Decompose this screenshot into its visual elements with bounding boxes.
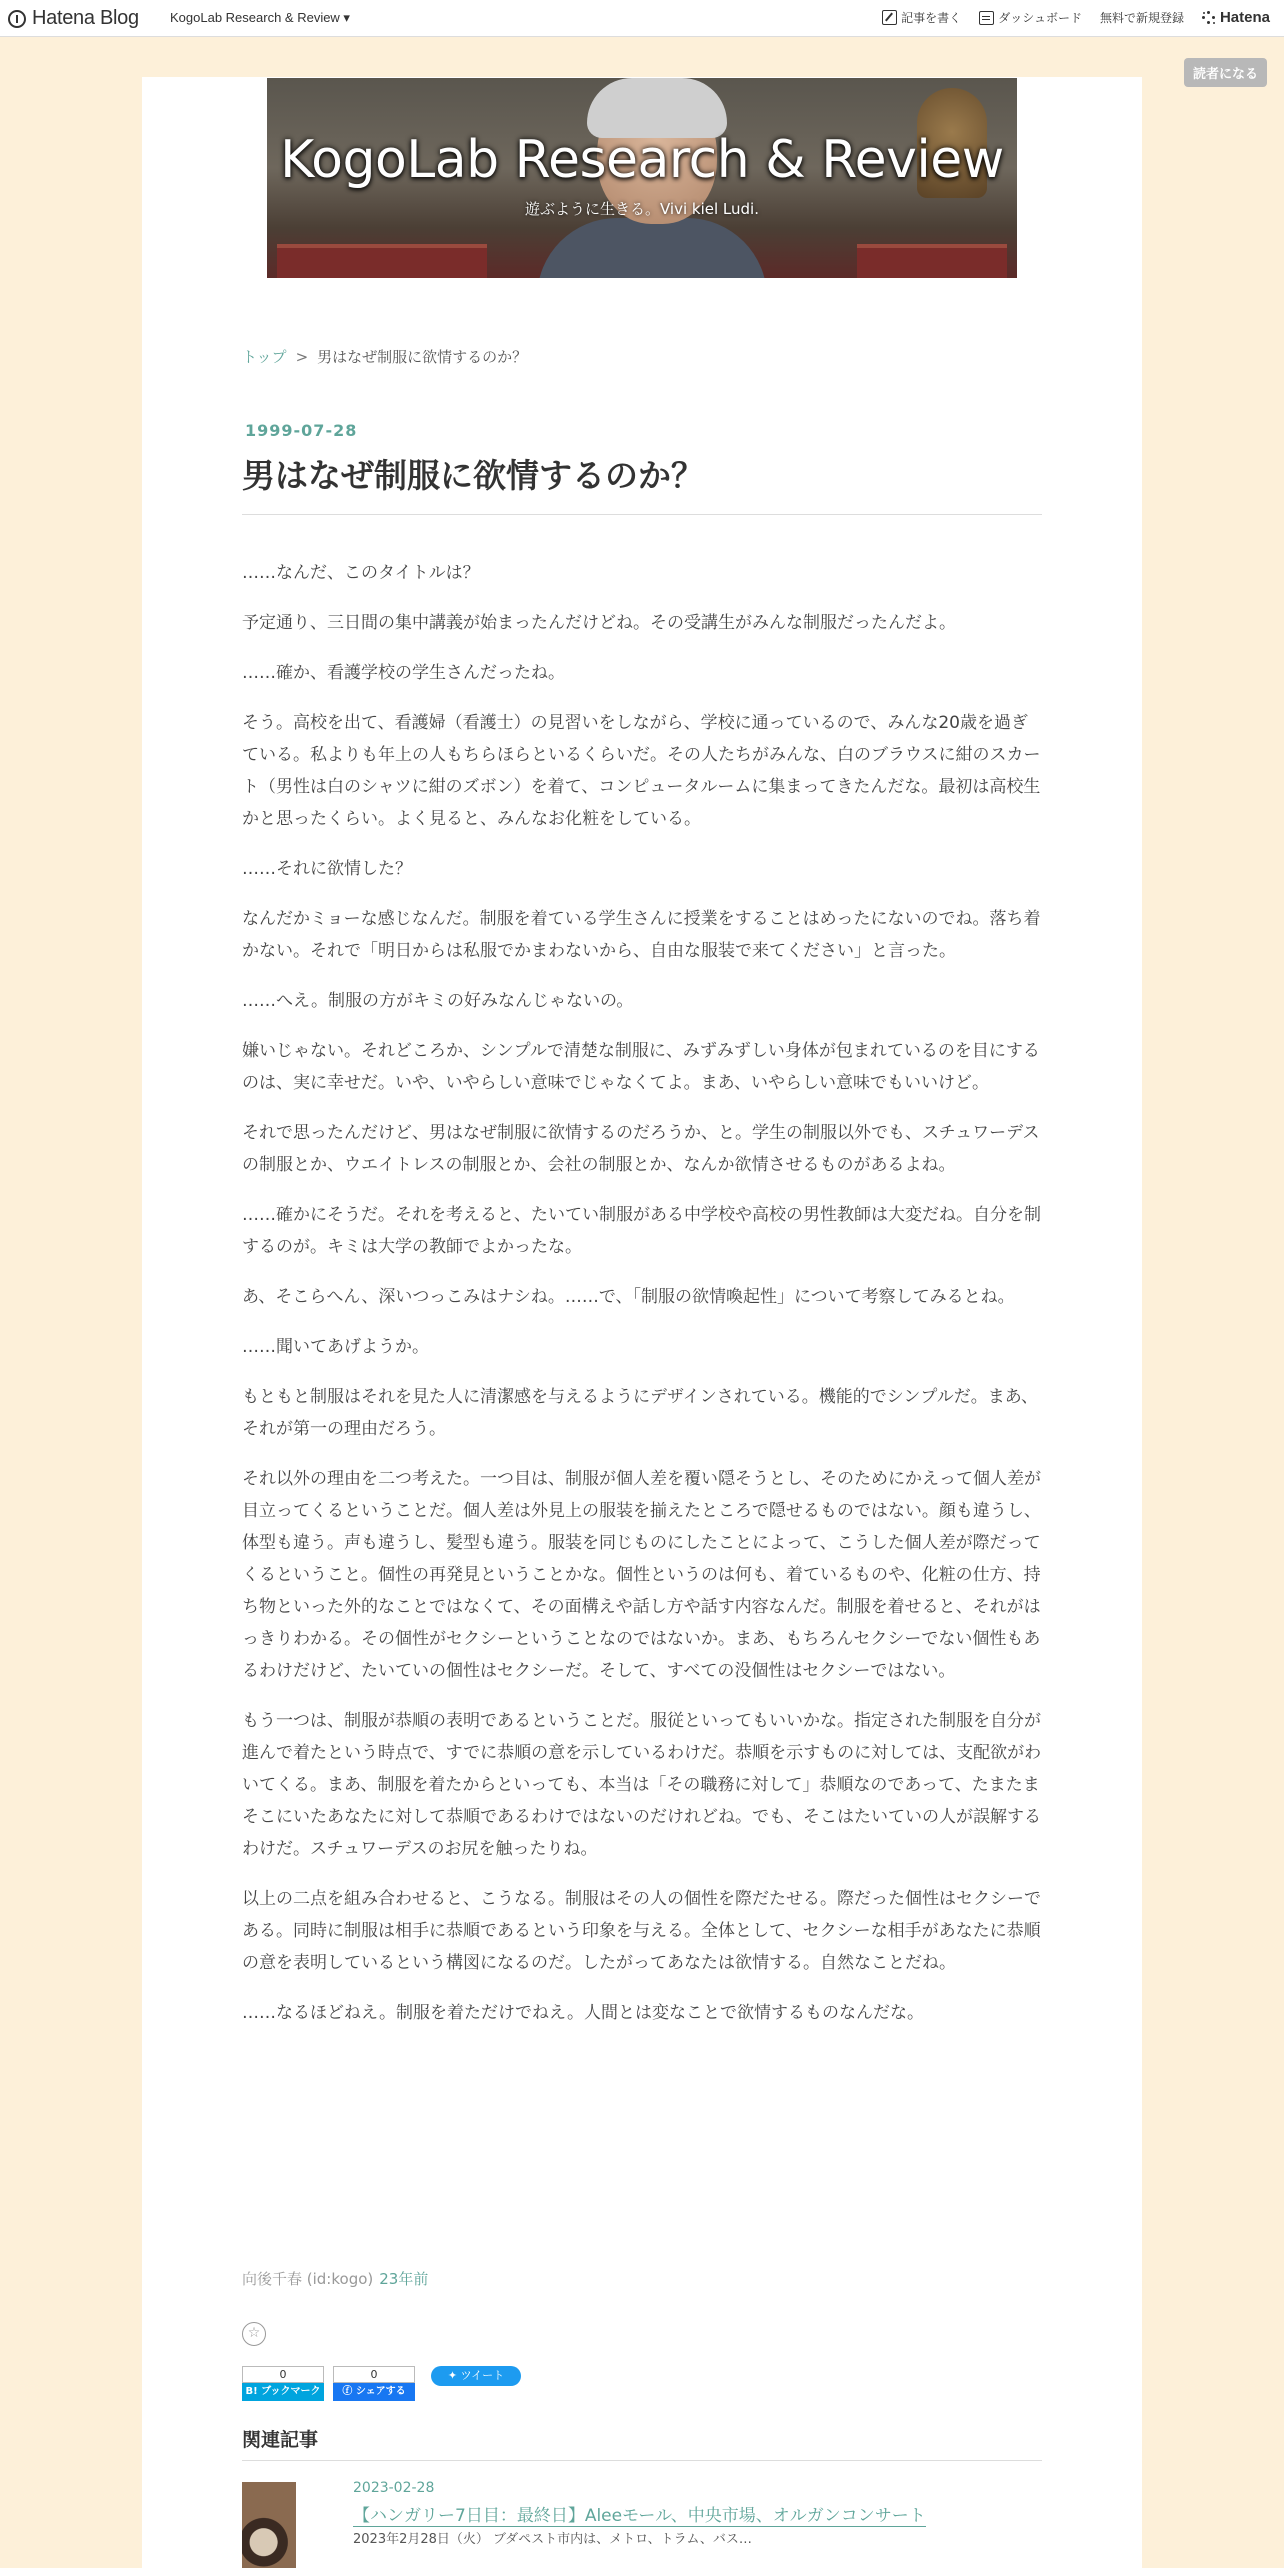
entry-paragraph: なんだかミョーな感じなんだ。制服を着ている学生さんに授業をすることはめったにないのでね。落ち着かない。それで「明日からは私服でかまわないから、自由な服装で来てください」と言った。	[242, 909, 1041, 961]
pencil-icon	[882, 10, 897, 25]
entry-paragraph: ……なるほどねえ。制服を着ただけでねえ。人間とは変なことで欲情するものなんだな。	[242, 2003, 925, 2023]
facebook-icon: ⓕ	[342, 2386, 356, 2397]
facebook-share-text: シェアする	[355, 2386, 406, 2397]
entry-paragraph: ……へえ。制服の方がキミの好みなんじゃないの。	[242, 991, 634, 1011]
entry-paragraph: 以上の二点を組み合わせると、こうなる。制服はその人の個性を際だたせる。際だった個性はセクシーである。同時に制服は相手に恭順であるという印象を与える。全体として、セクシーな相手があなたに恭順の意を表明しているという構図になるのだ。したがってあなたは欲情する。自然なことだね。	[242, 1889, 1041, 1973]
related-entry-thumbnail[interactable]	[242, 2482, 296, 2568]
hatena-blog-logo-text: Hatena Blog	[32, 7, 139, 29]
entry-paragraph: それ以外の理由を二つ考えた。一つ目は、制服が個人差を覆い隠そうとし、そのためにかえって個人差が目立ってくるということだ。個人差は外見上の服装を揃えたところで隠せるものではない。顔も違うし、体型も違う。声も違うし、髪型も違う。服装を同じものにしたことによって、こうした個人差が際だってくるということ。個性の再発見ということかな。個性というのは何も、着ているものや、化粧の仕方、持ち物といった外的なことではなくて、その面構えや話し方や話す内容なんだ。制服を着せると、それがはっきりわかる。その個性がセクシーということなのではないか。まあ、もちろんセクシーでない個性もあるわけだけど、たいていの個性はセクシーだ。そして、すべての没個性はセクシーではない。	[242, 1469, 1041, 1681]
related-divider	[242, 2460, 1042, 2461]
dashboard-label: ダッシュボード	[998, 11, 1082, 25]
write-entry-link[interactable]	[882, 9, 961, 26]
hatena-dots-icon	[1202, 11, 1216, 25]
breadcrumb	[242, 346, 527, 367]
entry-paragraph: もともと制服はそれを見た人に清潔感を与えるようにデザインされている。機能的でシンプルだ。まあ、それが第一の理由だろう。	[242, 1387, 1039, 1439]
entry-paragraph: ……それに欲情した？	[242, 859, 412, 879]
hatena-brand-label: Hatena	[1219, 9, 1270, 26]
write-entry-label: 記事を書く	[901, 11, 962, 25]
related-entry-snippet: 2023年2月28日（火） ブダペスト市内は、メトロ、トラム、バス…	[353, 2532, 752, 2547]
hatena-blog-logo[interactable]	[8, 7, 139, 30]
hatena-bookmark-label: B! ブックマーク	[242, 2383, 324, 2401]
breadcrumb-top-link[interactable]: トップ	[242, 348, 287, 366]
hatena-logo-icon	[8, 10, 26, 28]
breadcrumb-separator: >	[295, 348, 309, 366]
hatena-bookmark-button[interactable]	[242, 2366, 324, 2401]
entry-title[interactable]: 男はなぜ制服に欲情するのか？	[242, 456, 704, 495]
entry-paragraph: ……なんだ、このタイトルは？	[242, 563, 480, 583]
signup-link[interactable]: 無料で新規登録	[1099, 11, 1184, 25]
subscribe-button[interactable]: 読者になる	[1184, 58, 1267, 87]
entry-permalink-time[interactable]: 23年前	[379, 2270, 429, 2288]
entry-footer	[242, 2268, 428, 2289]
breadcrumb-current: 男はなぜ制服に欲情するのか？	[317, 348, 528, 366]
related-entry-title-link[interactable]: 【ハンガリー7日目：最終日】Aleeモール、中央市場、オルガンコンサート	[353, 2501, 926, 2527]
blog-description: 遊ぶように生きる。Vivi kiel Ludi.	[525, 200, 759, 218]
twitter-bird-icon: ✦	[447, 2369, 461, 2382]
global-header	[0, 0, 1284, 37]
entry-date[interactable]: 1999-07-28	[245, 421, 358, 440]
entry-content	[242, 557, 1042, 2047]
blog-title[interactable]: KogoLab Research & Review	[280, 130, 1004, 190]
author-link[interactable]: 向後千春 (id:kogo)	[242, 2270, 374, 2288]
global-menu	[882, 9, 1270, 26]
facebook-share-count: 0	[333, 2366, 415, 2383]
hatena-menu[interactable]	[1202, 9, 1270, 26]
tweet-label: ツイート	[460, 2369, 505, 2382]
entry-paragraph: あ、そこらへん、深いつっこみはナシね。……で、「制服の欲情喚起性」について考察してみるとね。	[242, 1287, 1015, 1307]
entry-paragraph: ……確かにそうだ。それを考えると、たいてい制服がある中学校や高校の男性教師は大変だね。自分を制するのが。キミは大学の教師でよかったな。	[242, 1205, 1041, 1257]
entry-paragraph: 嫌いじゃない。それどころか、シンプルで清楚な制服に、みずみずしい身体が包まれているのを目にするのは、実に幸せだ。いや、いやらしい意味でじゃなくてよ。まあ、いやらしい意味でもいいけど。	[242, 1041, 1040, 1093]
blog-switcher[interactable]: KogoLab Research & Review ▾	[170, 10, 350, 25]
entry-paragraph: それで思ったんだけど、男はなぜ制服に欲情するのだろうか、と。学生の制服以外でも、スチュワーデスの制服とか、ウエイトレスの制服とか、会社の制服とか、なんか欲情させるものがあるよね。	[242, 1123, 1040, 1175]
tweet-button[interactable]	[431, 2366, 521, 2386]
related-entries-heading: 関連記事	[242, 2429, 319, 2451]
entry-paragraph: ……聞いてあげようか。	[242, 1337, 429, 1357]
entry-paragraph: 予定通り、三日間の集中講義が始まったんだけどね。その受講生がみんな制服だったんだよ。	[242, 613, 956, 633]
title-divider	[242, 514, 1042, 515]
entry-paragraph: ……確か、看護学校の学生さんだったね。	[242, 663, 565, 683]
entry-paragraph: そう。高校を出て、看護婦（看護士）の見習いをしながら、学校に通っているので、みんな20歳を過ぎている。私よりも年上の人もちらほらといるくらいだ。その人たちがみんな、白のブラウスに紺のスカート（男性は白のシャツに紺のズボン）を着て、コンピュータルームに集まってきたんだな。最初は高校生かと思ったくらい。よく見ると、みんなお化粧をしている。	[242, 713, 1041, 829]
dashboard-icon	[979, 11, 994, 25]
add-star-icon[interactable]: ☆	[242, 2322, 266, 2346]
facebook-share-label	[333, 2383, 415, 2401]
hatena-bookmark-count: 0	[242, 2366, 324, 2383]
dashboard-link[interactable]	[979, 9, 1082, 26]
entry-paragraph: もう一つは、制服が恭順の表明であるということだ。服従といってもいいかな。指定された制服を自分が進んで着たという時点で、すでに恭順の意を示しているわけだ。恭順を示すものに対しては、支配欲がわいてくる。まあ、制服を着たからといっても、本当は「その職務に対して」恭順なのであって、たまたまそこにいたあなたに対して恭順であるわけではないのだけれどね。でも、そこはたいていの人が誤解するわけだ。スチュワーデスのお尻を触ったりね。	[242, 1711, 1042, 1859]
related-entry-date: 2023-02-28	[353, 2480, 435, 2496]
facebook-share-button[interactable]	[333, 2366, 415, 2401]
